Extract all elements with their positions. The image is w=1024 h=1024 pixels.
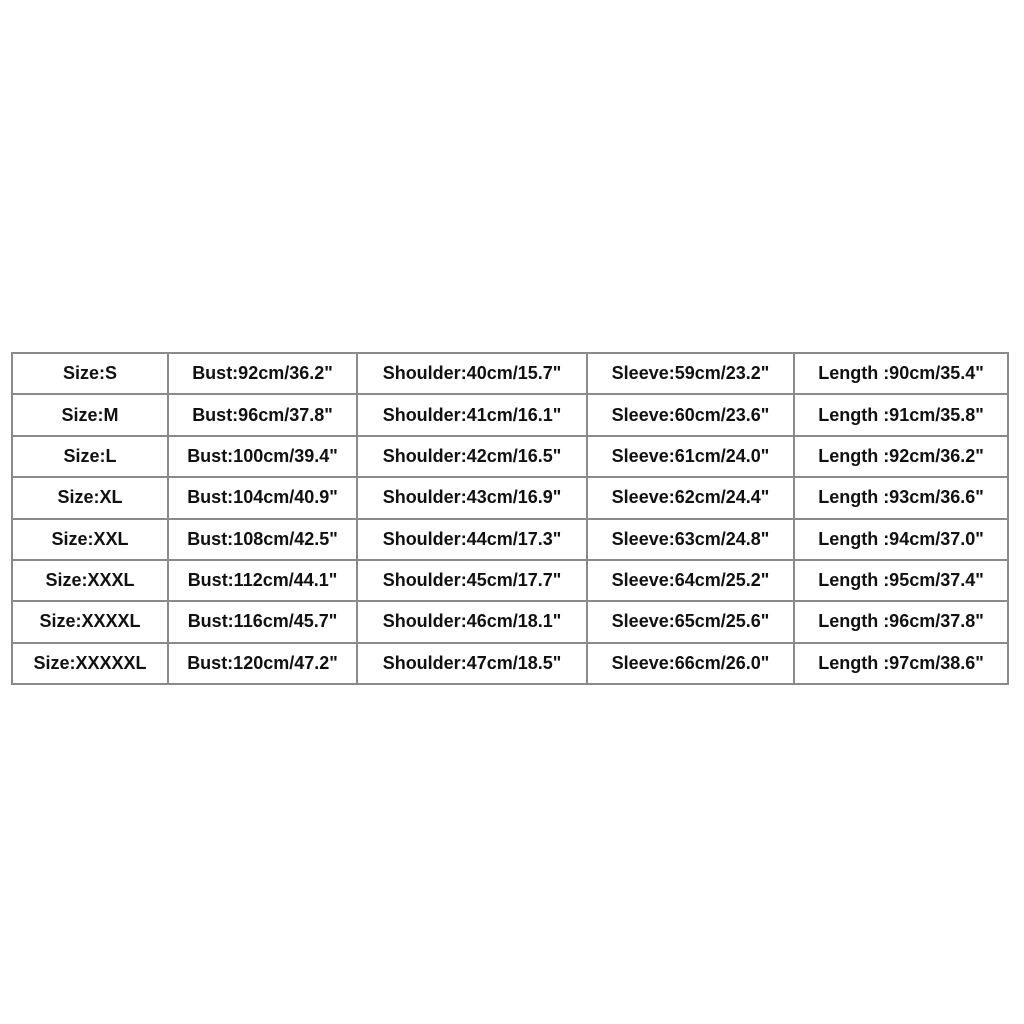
shoulder-cell: Shoulder:46cm/18.1" — [357, 601, 587, 642]
size-chart-table — [11, 352, 1009, 685]
bust-cell: Bust:108cm/42.5" — [168, 519, 357, 560]
table-row — [12, 601, 1008, 642]
bust-cell: Bust:92cm/36.2" — [168, 353, 357, 394]
table-row — [12, 436, 1008, 477]
bust-cell: Bust:120cm/47.2" — [168, 643, 357, 684]
size-cell: Size:XXL — [12, 519, 168, 560]
sleeve-cell: Sleeve:64cm/25.2" — [587, 560, 794, 601]
table-row — [12, 477, 1008, 518]
size-cell: Size:S — [12, 353, 168, 394]
table-row — [12, 519, 1008, 560]
bust-cell: Bust:112cm/44.1" — [168, 560, 357, 601]
length-cell: Length :97cm/38.6" — [794, 643, 1008, 684]
sleeve-cell: Sleeve:61cm/24.0" — [587, 436, 794, 477]
bust-cell: Bust:104cm/40.9" — [168, 477, 357, 518]
size-cell: Size:XXXXXL — [12, 643, 168, 684]
shoulder-cell: Shoulder:41cm/16.1" — [357, 394, 587, 435]
sleeve-cell: Sleeve:60cm/23.6" — [587, 394, 794, 435]
length-cell: Length :90cm/35.4" — [794, 353, 1008, 394]
sleeve-cell: Sleeve:62cm/24.4" — [587, 477, 794, 518]
shoulder-cell: Shoulder:40cm/15.7" — [357, 353, 587, 394]
sleeve-cell: Sleeve:59cm/23.2" — [587, 353, 794, 394]
shoulder-cell: Shoulder:43cm/16.9" — [357, 477, 587, 518]
size-cell: Size:XXXL — [12, 560, 168, 601]
bust-cell: Bust:100cm/39.4" — [168, 436, 357, 477]
size-chart-body — [12, 353, 1008, 684]
length-cell: Length :95cm/37.4" — [794, 560, 1008, 601]
shoulder-cell: Shoulder:42cm/16.5" — [357, 436, 587, 477]
length-cell: Length :93cm/36.6" — [794, 477, 1008, 518]
shoulder-cell: Shoulder:45cm/17.7" — [357, 560, 587, 601]
sleeve-cell: Sleeve:65cm/25.6" — [587, 601, 794, 642]
shoulder-cell: Shoulder:47cm/18.5" — [357, 643, 587, 684]
size-cell: Size:XXXXL — [12, 601, 168, 642]
size-cell: Size:XL — [12, 477, 168, 518]
length-cell: Length :96cm/37.8" — [794, 601, 1008, 642]
size-cell: Size:L — [12, 436, 168, 477]
length-cell: Length :92cm/36.2" — [794, 436, 1008, 477]
sleeve-cell: Sleeve:63cm/24.8" — [587, 519, 794, 560]
length-cell: Length :91cm/35.8" — [794, 394, 1008, 435]
bust-cell: Bust:116cm/45.7" — [168, 601, 357, 642]
length-cell: Length :94cm/37.0" — [794, 519, 1008, 560]
size-cell: Size:M — [12, 394, 168, 435]
table-row — [12, 643, 1008, 684]
table-row — [12, 394, 1008, 435]
bust-cell: Bust:96cm/37.8" — [168, 394, 357, 435]
shoulder-cell: Shoulder:44cm/17.3" — [357, 519, 587, 560]
table-row — [12, 353, 1008, 394]
sleeve-cell: Sleeve:66cm/26.0" — [587, 643, 794, 684]
table-row — [12, 560, 1008, 601]
